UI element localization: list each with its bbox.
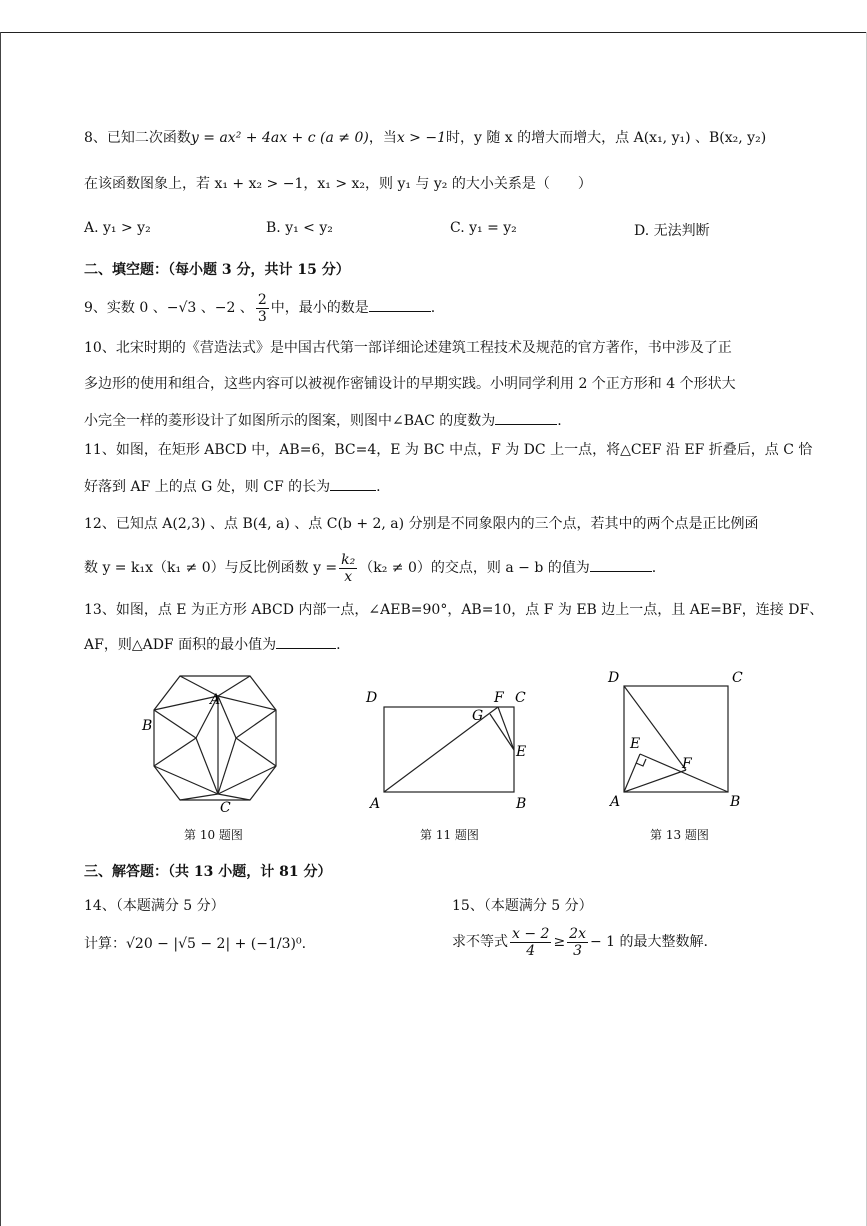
fig13-label-c: C	[732, 670, 743, 686]
fig11-label-g: G	[472, 708, 484, 724]
q8-text-c: 时，y 随 x 的增大而增大，点 A(x₁, y₁) 、B(x₂, y₂)	[446, 130, 767, 146]
q12-line2: 数 y = k₁x（k₁ ≠ 0）与反比例函数 y = $\frac{\text{k₂}}{x}$ （k₂ ≠ 0）的交点，则 a − b 的值为 .	[84, 551, 657, 585]
q11-answer-blank[interactable]	[330, 476, 376, 491]
q15-header: 15、（本题满分 5 分）	[452, 898, 593, 914]
section3-heading: 三、解答题：（共 13 小题，计 81 分）	[84, 864, 332, 880]
fig10-edge	[218, 696, 236, 738]
q15-body	[452, 922, 708, 962]
q9-answer-blank[interactable]	[369, 297, 431, 312]
figure-11	[360, 680, 540, 820]
fig10-edge	[236, 738, 276, 766]
q8-function: y = ax² + 4ax + c (a ≠ 0)	[190, 130, 369, 146]
q13-text: AF，则△ADF 面积的最小值为	[84, 637, 277, 653]
fig11-label-b: B	[516, 796, 527, 812]
fig13-label-b: B	[730, 794, 741, 810]
q10-line3: 小完全一样的菱形设计了如图所示的图案，则图中∠BAC 的度数为 .	[84, 410, 562, 431]
q12-text-b: （k₂ ≠ 0）的交点，则 a − b 的值为	[359, 560, 590, 576]
q15-fraction-2	[567, 926, 588, 959]
q12-frac-den: x	[344, 568, 353, 585]
q8-option-d: D. 无法判断	[634, 223, 710, 239]
fig13-line-ae	[624, 754, 640, 792]
q12-line1: 12、已知点 A(2,3) 、点 B(4, a) 、点 C(b + 2, a) 分别是不同象限内的三个点，若其中的两个点是正比例函	[84, 516, 759, 532]
q9-text: 9、实数 0 、−√3 、−2 、	[84, 300, 254, 316]
fig10-edge	[236, 710, 276, 738]
q8-option-b: B. y₁ < y₂	[266, 220, 333, 236]
q10-answer-blank[interactable]	[495, 410, 557, 425]
q8-line1	[84, 128, 766, 148]
fig11-label-c: C	[515, 690, 526, 706]
fig11-label-f: F	[494, 690, 504, 706]
q9-frac-num: 2	[257, 291, 267, 308]
fig13-label-f: F	[682, 756, 692, 772]
q12-text-a: 数 y = k₁x（k₁ ≠ 0）与反比例函数 y =	[84, 560, 338, 576]
q14-body: 计算：√20 − |√5 − 2| + (−1/3)⁰.	[84, 936, 307, 952]
fig10-edge	[154, 710, 196, 738]
q10-text: 小完全一样的菱形设计了如图所示的图案，则图中∠BAC 的度数为	[84, 413, 496, 429]
q15-frac1-num: x − 2	[512, 925, 550, 942]
q10-line1: 10、北宋时期的《营造法式》是中国古代第一部详细论述建筑工程技术及规范的官方著作，书中涉及了正	[84, 340, 732, 356]
fig10-edge	[154, 738, 196, 766]
q12-frac-num: k₂	[341, 551, 356, 568]
q13-line1: 13、如图，点 E 为正方形 ABCD 内部一点，∠AEB=90°，AB=10，点 F 为 EB 边上一点，且 AE=BF，连接 DF、	[84, 602, 824, 618]
fig11-label-d: D	[366, 690, 378, 706]
fig13-label-a: A	[610, 794, 621, 810]
page-top-border	[0, 32, 867, 33]
fig11-line-fe	[498, 707, 514, 750]
q8-line2: 在该函数图象上，若 x₁ + x₂ > −1，x₁ > x₂，则 y₁ 与 y₂ 的大小关系是（ ）	[84, 176, 592, 192]
q15-frac2-num: 2x	[569, 925, 586, 942]
q15-relation: ≥	[553, 934, 566, 950]
q13-line2: AF，则△ADF 面积的最小值为 .	[84, 634, 341, 655]
q15-fraction-1	[510, 926, 551, 959]
fig10-label-b: B	[142, 718, 153, 734]
fig10-edge	[218, 766, 276, 794]
fig10-label-a: A	[210, 692, 221, 708]
fig11-caption: 第 11 题图	[420, 828, 479, 842]
q13-answer-blank[interactable]	[276, 634, 336, 649]
q12-fraction	[339, 552, 357, 585]
q9-frac-den: 3	[257, 308, 267, 325]
fig10-caption: 第 10 题图	[184, 828, 243, 842]
q14-header: 14、（本题满分 5 分）	[84, 898, 225, 914]
section2-heading: 二、填空题：（每小题 3 分，共计 15 分）	[84, 262, 350, 278]
fig13-caption: 第 13 题图	[650, 828, 709, 842]
q12-answer-blank[interactable]	[590, 557, 652, 572]
q9: 9、实数 0 、−√3 、−2 、 $\frac{2}{3}$ 中，最小的数是 .	[84, 291, 436, 325]
q8-option-c: C. y₁ = y₂	[450, 220, 517, 236]
figure-10	[140, 670, 290, 820]
q15-frac1-den: 4	[526, 942, 536, 959]
q15-text-b: − 1 的最大整数解.	[589, 934, 708, 950]
fig11-label-a: A	[370, 796, 381, 812]
q8-text-a: 8、已知二次函数	[84, 130, 191, 146]
figure-13	[600, 664, 750, 814]
fig10-label-c: C	[220, 800, 231, 816]
q8-option-a: A. y₁ > y₂	[84, 220, 151, 236]
fig11-label-e: E	[516, 744, 527, 760]
fig10-edge	[180, 794, 218, 800]
q10-line2: 多边形的使用和组合，这些内容可以被视作密铺设计的早期实践。小明同学利用 2 个正方形和 4 个形状大	[84, 376, 736, 392]
fig13-label-e: E	[630, 736, 641, 752]
fig13-line-af	[624, 770, 686, 792]
q11-text: 好落到 AF 上的点 G 处，则 CF 的长为	[84, 479, 331, 495]
q9-fraction	[256, 292, 269, 325]
fig10-edge	[218, 738, 236, 794]
q11-line2: 好落到 AF 上的点 G 处，则 CF 的长为 .	[84, 476, 381, 497]
q15-text-a: 求不等式	[452, 934, 508, 950]
fig10-edge	[218, 676, 250, 696]
fig13-line-df	[624, 686, 686, 770]
fig13-label-d: D	[608, 670, 620, 686]
page-left-border	[0, 32, 1, 1226]
q15-frac2-den: 3	[573, 942, 583, 959]
q9-text-post: 中，最小的数是	[270, 300, 369, 316]
q8-text-b: ，当	[368, 130, 397, 146]
q8-condition: x > −1	[396, 130, 446, 146]
q11-line1: 11、如图，在矩形 ABCD 中，AB=6，BC=4，E 为 BC 中点，F 为 DC 上一点，将△CEF 沿 EF 折叠后，点 C 恰	[84, 442, 813, 458]
